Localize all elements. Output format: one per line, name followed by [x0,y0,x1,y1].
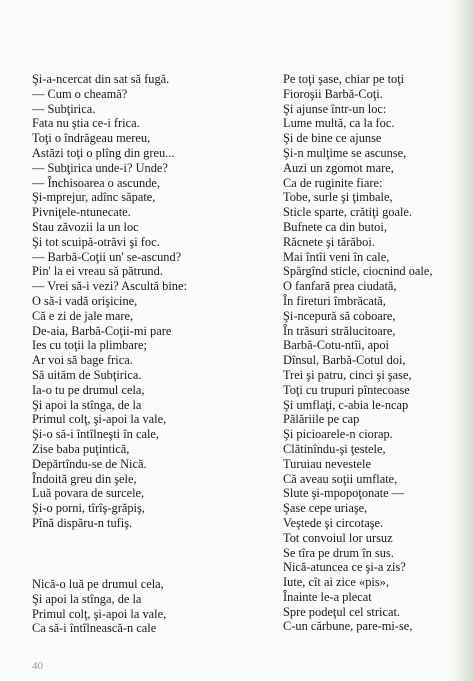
poem-line: Trei şi patru, cinci şi şase, [283,367,412,382]
poem-line: Pin' la ei vreau să pătrund. [32,264,163,279]
poem-line: O fanfară prea ciudată, [283,279,397,294]
poem-line: Clătinîndu-şi ţestele, [283,441,386,456]
poem-line: Ca să-i întîlnească-n cale [32,621,157,636]
poem-line: Pînă dispăru-n tufiş. [32,515,133,530]
poem-line: Luă povara de surcele, [32,486,145,501]
poem-line: — Închisoarea o ascunde, [32,175,160,190]
poem-line: Înainte le-a plecat [283,589,372,604]
poem-line: Bufnete ca din butoi, [283,219,387,234]
poem-line: Iute, cît ai zice «pis», [283,575,389,590]
poem-line: Şi-a-ncercat din sat să fugă. [32,72,170,86]
poem-line: Fioroşii Barbă-Coţi. [283,86,383,101]
poem-line: Şi de bine ce ajunse [283,131,382,146]
poem-line: Şi-ncepură să coboare, [283,308,396,323]
poem-line: Slute şi-mpopoţonate — [283,486,405,501]
poem-line: Lume multă, ca la foc. [283,116,395,131]
poem-line: Tot convoiul lor ursuz [283,530,393,545]
poem-line: Mai întîi veni în cale, [283,249,390,264]
poem-line: Auzi un zgomot mare, [283,160,394,175]
poem-line: Şi apoi la stînga, de la [32,397,142,412]
right-column [283,72,432,634]
poem-line: Pe toţi şase, chiar pe toţi [283,72,405,86]
poem-line: Tobe, surle şi ţimbale, [283,190,393,205]
poem-line: Nică-atuncea ce şi-a zis? [283,560,406,575]
poem-line: În trăsuri strălucitoare, [283,323,396,338]
poem-line: Şi-o să-i întîlneşti în cale, [32,427,159,442]
poem-line: Barbă-Cotu-ntîi, apoi [283,338,389,353]
poem-line: Şase cepe uriaşe, [283,501,368,516]
poem-line: Şi picioarele-n ciorap. [283,427,393,442]
poem-line: Astăzi toţi o plîng din greu... [32,145,175,160]
poem-line: În fireturi îmbrăcată, [283,293,386,308]
poem-line: Sticle sparte, crătiţi goale. [283,205,413,220]
poem-line: — Barbă-Coţii un' se-ascund? [32,249,182,264]
left-column-second-stanza [32,577,166,636]
poem-line: Ar voi să bage frica. [32,353,133,368]
poem-line: C-un cărbune, pare-mi-se, [283,619,413,634]
poem-line: Şi tot scuipă-otrăvi şi foc. [32,234,160,249]
poem-line: Răcnete şi tărăboi. [283,234,375,249]
poem-line: Şi ajunse într-un loc: [283,101,387,116]
page-number: 40 [32,660,43,672]
poem-line: Stau zăvozii la un loc [32,219,139,234]
poem-line: Îndoită greu din şele, [32,471,137,486]
left-column [32,72,187,531]
poem-line: — Subţirica unde-i? Unde? [32,160,168,175]
poem-line: — Subţirica. [32,101,96,116]
poem-line: Pivniţele-ntunecate. [32,205,131,220]
poem-line: Primul colţ, şi-apoi la vale, [32,412,167,427]
poem-line: Ia-o tu pe drumul cela, [32,382,145,397]
poem-line: Să uităm de Subţirica. [32,367,142,382]
poem-line: Că e zi de jale mare, [32,308,134,323]
page-edge-shadow [451,0,473,681]
poem-line: Şi-n mulţime se ascunse, [283,145,407,160]
poem-line: Toţi cu trupuri pîntecoase [283,382,410,397]
poem-line: Primul colţ, şi-apoi la vale, [32,606,167,621]
poem-line: Veştede şi circotaşe. [283,515,384,530]
poem-line: De-aia, Barbă-Coţii-mi pare [32,323,172,338]
poem-line: Ca de ruginite fiare: [283,175,383,190]
poem-line: Şi-mprejur, adînc săpate, [32,190,156,205]
poem-line: Se tîra pe drum în sus. [283,545,394,560]
poem-line: Spre podeţul cel stricat. [283,604,400,619]
poem-line: O să-i vadă orişicine, [32,293,138,308]
poem-line: Depărtîndu-se de Nică. [32,456,147,471]
poem-line: Spărgînd sticle, ciocnind oale, [283,264,433,279]
poem-line: Şi-o porni, tîrîş-grăpiş, [32,501,145,516]
poem-line: Fata nu ştia ce-i frica. [32,116,140,131]
poem-line: Şi umflaţi, c-abia le-ncap [283,397,409,412]
poem-line: Toţi o îndrăgeau mereu, [32,131,151,146]
poem-line: Şi apoi la stînga, de la [32,591,142,606]
poem-line: Că aveau soţii umflate, [283,471,398,486]
poem-line: Pălăriile pe cap [283,412,360,427]
poem-line: — Cum o cheamă? [32,86,128,101]
poem-line: Zise baba puţintică, [32,441,130,456]
poem-line: Turuiau nevestele [283,456,371,471]
poem-line: — Vrei să-i vezi? Ascultă bine: [32,279,187,294]
poem-line: Ies cu toţii la plimbare; [32,338,147,353]
poem-line: Dînsul, Barbă-Cotul doi, [283,353,406,368]
poem-line: Nică-o luă pe drumul cela, [32,577,164,591]
